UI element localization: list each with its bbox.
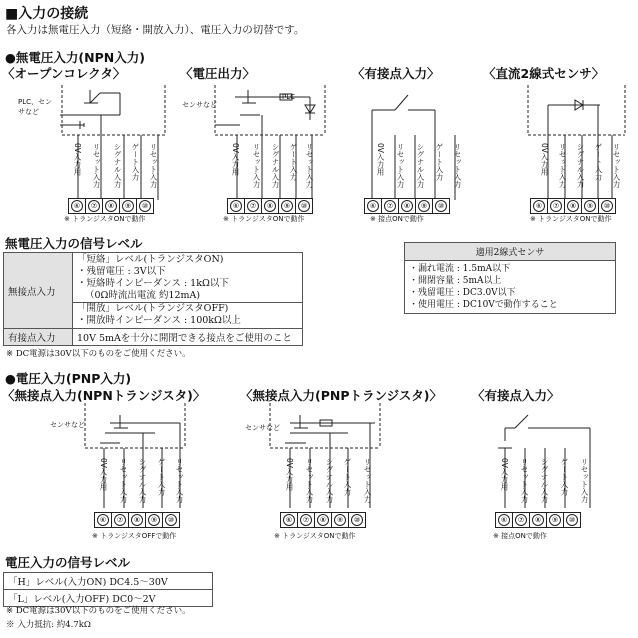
label-0v: 0V入力用 (540, 143, 549, 176)
terminal-10: ⑩ (163, 513, 179, 527)
terminal-10: ⑩ (599, 199, 615, 213)
note-transistor-off: ※ トランジスタOFFで動作 (92, 532, 177, 540)
label-reset-2: リセット入力 (363, 458, 372, 503)
terminal-10: ⑩ (564, 513, 580, 527)
v-signal-heading: 電圧入力の信号レベル (5, 555, 131, 570)
terminal-block (495, 512, 581, 528)
terminal-block (94, 512, 180, 528)
terminal-9: ⑨ (146, 513, 163, 527)
terminal-8: ⑧ (399, 199, 416, 213)
terminal-8: ⑧ (262, 199, 279, 213)
label-0v: 0V入力用 (285, 458, 294, 491)
diagram-title-voltage-output: 〈電圧出力〉 (180, 66, 256, 81)
label-0v: 0V入力用 (500, 458, 509, 491)
label-reset: リセット入力 (92, 143, 101, 188)
terminal-6: ⑥ (95, 513, 112, 527)
sensor-spec-box (404, 242, 616, 314)
terminal-8: ⑧ (103, 199, 120, 213)
v-signal-table (3, 572, 213, 607)
note-transistor-on: ※ トランジスタONで動作 (64, 215, 146, 223)
terminal-6: ⑥ (69, 199, 86, 213)
spec-line: ・開放時インピーダンス : 100kΩ以上 (77, 315, 241, 326)
section-heading-pnp: ●電圧入力(PNP入力) (5, 371, 132, 386)
note-transistor-on: ※ トランジスタONで動作 (274, 532, 356, 540)
diagram-title-2wire-sensor: 〈直流2線式センサ〉 (483, 66, 605, 81)
label-0v: 0V入力用 (376, 143, 385, 176)
terminal-6: ⑥ (228, 199, 245, 213)
diagram-title-npn-transistor: 〈無接点入力(NPNトランジスタ)〉 (2, 388, 206, 403)
terminal-block (68, 198, 154, 214)
label-gate: ゲート入力 (289, 143, 298, 181)
label-reset-2: リセット入力 (612, 143, 621, 188)
terminal-10: ⑩ (433, 199, 449, 213)
label-reset-2: リセット入力 (453, 143, 462, 188)
label-gate: ゲート入力 (157, 458, 166, 496)
contact-spec: 10V 5mAを十分に開閉できる接点をご使用のこと (73, 329, 303, 346)
nc-signal-note: ※ DC電源は30V以下のものをご使用ください。 (6, 349, 191, 359)
side-label-sensor-2: センサなど (50, 421, 85, 429)
terminal-7: ⑦ (513, 513, 530, 527)
label-0v: 0V入力用 (231, 143, 240, 176)
nc-signal-heading: 無電圧入力の信号レベル (5, 236, 143, 251)
h-level-row: 「H」レベル(入力ON) DC4.5～30V (4, 573, 213, 590)
label-gate: ゲート入力 (560, 458, 569, 496)
side-label-plc: PLC、センサなど (18, 98, 53, 116)
spec-line: 「短絡」レベル(トランジスタON) (77, 254, 224, 265)
contactless-spec (73, 253, 303, 329)
intro-text: 各入力は無電圧入力（短絡・開放入力）、電圧入力の切替です。 (6, 24, 305, 36)
label-gate: ゲート入力 (343, 458, 352, 496)
terminal-9: ⑨ (547, 513, 564, 527)
diagram-title-open-collector: 〈オープンコレクタ〉 (2, 66, 126, 81)
terminal-10: ⑩ (349, 513, 365, 527)
note-contact-on: ※ 接点ONで動作 (493, 532, 547, 540)
terminal-block (280, 512, 366, 528)
label-signal: シグナル入力 (416, 143, 425, 188)
label-reset-2: リセット入力 (580, 458, 589, 503)
label-signal: シグナル入力 (113, 143, 122, 188)
label-signal: シグナル入力 (138, 458, 147, 503)
sensor-spec-line: ・残留電圧 : DC3.0V以下 (409, 288, 516, 298)
diagram-title-pnp-transistor: 〈無接点入力(PNPトランジスタ)〉 (240, 388, 443, 403)
label-reset-2: リセット入力 (149, 143, 158, 188)
spec-line: ・短絡時インピーダンス : 1kΩ以下 (77, 278, 229, 289)
terminal-9: ⑨ (279, 199, 296, 213)
label-gate: ゲート入力 (131, 143, 140, 181)
label-signal: シグナル入力 (325, 458, 334, 503)
terminal-8: ⑧ (530, 513, 547, 527)
label-reset: リセット入力 (558, 143, 567, 188)
sensor-spec-line: ・使用電圧 : DC10Vで動作すること (409, 300, 558, 310)
side-label-sensor-3: センサなど (245, 424, 280, 432)
terminal-8: ⑧ (129, 513, 146, 527)
spec-line: 「開放」レベル(トランジスタOFF) (73, 302, 302, 315)
terminal-9: ⑨ (332, 513, 349, 527)
nc-signal-table (3, 252, 303, 346)
terminal-block (227, 198, 313, 214)
label-gate: ゲート入力 (435, 143, 444, 181)
sensor-box-title: 適用2線式センサ (405, 243, 615, 261)
label-reset-2: リセット入力 (175, 458, 184, 503)
terminal-7: ⑦ (86, 199, 103, 213)
page-title: ■入力の接続 (5, 6, 89, 22)
terminal-6: ⑥ (365, 199, 382, 213)
label-reset: リセット入力 (396, 143, 405, 188)
terminal-7: ⑦ (548, 199, 565, 213)
resistor-label: PLC (282, 93, 296, 101)
terminal-6: ⑥ (496, 513, 513, 527)
label-0v: 0V入力用 (99, 458, 108, 491)
terminal-8: ⑧ (565, 199, 582, 213)
terminal-block (530, 198, 616, 214)
side-label-sensor-1: センサなど (182, 101, 217, 109)
v-signal-note: ※ DC電源は30V以下のものをご使用ください。 (6, 606, 191, 616)
label-reset: リセット入力 (252, 143, 261, 188)
terminal-8: ⑧ (315, 513, 332, 527)
terminal-block (364, 198, 450, 214)
note-contact-on: ※ 接点ONで動作 (370, 215, 424, 223)
terminal-6: ⑥ (531, 199, 548, 213)
label-reset: リセット入力 (520, 458, 529, 503)
sensor-spec-line: ・漏れ電流 : 1.5mA以下 (409, 264, 511, 274)
diagram-title-contact-input: 〈有接点入力〉 (352, 66, 440, 81)
spec-line: ・残留電圧 : 3V以下 (77, 266, 166, 277)
terminal-7: ⑦ (112, 513, 129, 527)
sensor-spec-line: ・開閉容量 : 5mA以上 (409, 276, 502, 286)
diagram-title-contact-input-2: 〈有接点入力〉 (472, 388, 560, 403)
label-signal: シグナル入力 (540, 458, 549, 503)
terminal-10: ⑩ (296, 199, 312, 213)
note-transistor-on: ※ トランジスタONで動作 (223, 215, 305, 223)
label-gate: ゲート入力 (594, 143, 603, 181)
label-reset: リセット入力 (119, 458, 128, 503)
label-signal: シグナル入力 (576, 143, 585, 188)
label-reset: リセット入力 (305, 458, 314, 503)
terminal-9: ⑨ (120, 199, 137, 213)
spec-line: （0Ω時流出電流 約12mA) (85, 290, 201, 301)
label-0v: 0V入力用 (73, 143, 82, 176)
section-heading-npn: ●無電圧入力(NPN入力) (5, 50, 145, 65)
label-signal: シグナル入力 (271, 143, 280, 188)
v-signal-note: ※ 入力抵抗: 約4.7kΩ (6, 620, 91, 630)
note-transistor-on: ※ トランジスタONで動作 (530, 215, 612, 223)
row-label-contactless: 無接点入力 (4, 253, 73, 329)
l-level-row: 「L」レベル(入力OFF) DC0～2V (4, 590, 213, 607)
terminal-6: ⑥ (281, 513, 298, 527)
terminal-10: ⑩ (137, 199, 153, 213)
row-label-contact: 有接点入力 (4, 329, 73, 346)
label-reset-2: リセット入力 (305, 143, 314, 188)
terminal-9: ⑨ (582, 199, 599, 213)
terminal-7: ⑦ (298, 513, 315, 527)
terminal-7: ⑦ (245, 199, 262, 213)
terminal-9: ⑨ (416, 199, 433, 213)
terminal-7: ⑦ (382, 199, 399, 213)
